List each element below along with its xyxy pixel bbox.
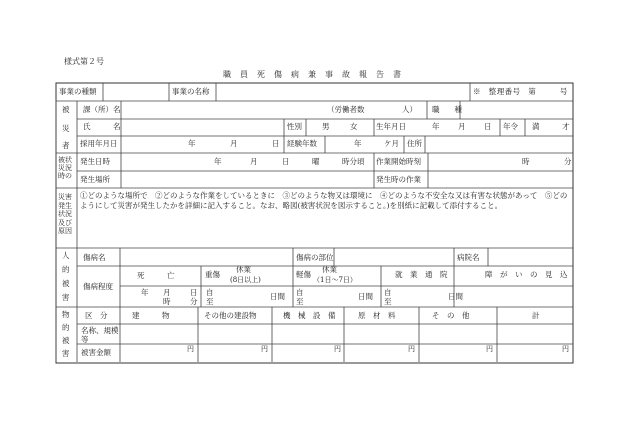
jiji-sagyou-field[interactable] [429,172,572,187]
seibetsu-label: 性別 [287,122,302,131]
saiyou-nen: 年 [188,139,196,148]
seinengappi-tsuki: 月 [458,122,466,131]
keiken-label: 経験年数 [287,139,317,148]
yen-kenbutsu: 円 [187,345,194,353]
juushou-kyuugyou: 休業 [236,265,251,274]
nenrei-label: 年令 [503,122,518,131]
kaishi-ji: 時 [522,157,530,166]
yen-kikai: 円 [334,345,341,353]
hassei-basho-label: 発生場所 [80,175,110,184]
keishou-itaru: 至 [296,297,304,306]
hassei-youbi: 曜 [312,157,320,166]
shibou-tsuki: 月 [163,288,171,297]
byouin-label: 病院名 [457,253,480,262]
shibou-nen: 年 [141,288,149,297]
yen-kei: 円 [562,345,569,353]
shuugyou-ji-from: 自 [384,288,392,297]
hisaisha-char-3: 者 [62,141,70,150]
hassei-tsuki: 月 [250,157,258,166]
shimei-field[interactable] [122,120,283,135]
shoubyou-meisho-label: 傷病名 [83,253,106,262]
shibou-ji: 時 [163,297,171,306]
keishou-label: 軽傷 [296,270,311,279]
juushou-nichikan: 日間 [270,292,285,301]
butteki-sonota-kenzou: その他の建設物 [204,311,257,320]
kaishi-fun: 分 [564,157,572,166]
roudousha-count: （労働者数 人） [327,105,417,114]
seinengappi-hi: 日 [484,122,492,131]
jiji-sagyou-label: 発生時の作業 [376,175,421,184]
nenrei-man: 満 [532,122,540,131]
shuugyou-nichikan: 日間 [448,292,463,301]
butteki-kei: 計 [532,311,540,320]
juushou-sub: (8日以上) [230,276,261,284]
shokushu-field[interactable] [461,102,572,118]
butteki-kenbutsu: 建 物 [132,311,170,320]
butteki-char-1: 物 [62,310,70,319]
hassei-jifunkoro: 時分頃 [342,157,365,166]
yen-sonota: 円 [486,345,493,353]
jigyou-meisho-label: 事業の名称 [172,87,210,96]
joukyou-instructions: ①どのような場所で ②どのような作業をしているときに ③どのような物又は環境に ④どのような不安全な又は有害な状態があって ⑤どのようにして災害が発生したかを詳細に記入すること。なお、略図(被害状況を図示すること。)を別紙に記載して添付すること。 [80,191,568,210]
seiri-bango-label: ※ 整理番号 第 号 [473,87,568,96]
saiyou-label: 採用年月日 [80,139,118,148]
nenrei-sai: 才 [562,122,570,131]
yen-sonota-kenzou: 円 [261,345,268,353]
saiyou-tsuki: 月 [230,139,238,148]
butteki-char-4: 害 [62,349,70,358]
shoubyou-bui-field[interactable] [335,249,453,265]
juushou-label: 重傷 [205,270,220,279]
seinengappi-label: 生年月日 [376,122,406,131]
hassei-nichiji-label: 発生日時 [80,157,110,166]
jusho-field[interactable] [426,137,572,152]
butteki-kingaku-label: 被害金額 [81,348,111,357]
shuugyou-label: 就 業 通 院 [395,270,448,279]
butteki-sonota: そ の 他 [432,311,470,320]
seinengappi-nen: 年 [432,122,440,131]
joukyou-section-label: 災害発生状況及び原因 [58,193,72,235]
hassei-basho-field[interactable] [122,172,373,187]
butteki-char-2: 的 [62,323,70,332]
butteki-genzairyou: 原 材 料 [358,311,396,320]
hisaisha-char-2: 災 [62,124,70,133]
butteki-char-3: 被 [62,336,70,345]
keishou-sub: （1日〜7日） [313,276,357,284]
jinteki-char-4: 害 [62,293,70,302]
keishou-nichikan: 日間 [358,292,373,301]
jigyou-shubetsu-field[interactable] [104,84,168,100]
shoubyou-meisho-field[interactable] [121,249,292,265]
shoubyou-teido-label: 傷病程度 [83,282,113,291]
hassei-hi: 日 [282,157,290,166]
shibou-label: 死 亡 [137,271,175,280]
jinteki-char-2: 的 [62,265,70,274]
shimei-label: 氏 名 [83,122,121,131]
gender-female[interactable]: 女 [350,122,358,131]
juushou-ji-from: 自 [206,288,214,297]
shuugyou-itaru: 至 [384,297,392,306]
keiken-nen: 年 [354,139,362,148]
page-title: 職 員 死 傷 病 兼 事 故 報 告 書 [223,70,402,79]
juushou-itaru: 至 [206,297,214,306]
keishou-ji-from: 自 [296,288,304,297]
yen-genzairyou: 円 [408,345,415,353]
jigyou-shubetsu-label: 事業の種類 [59,87,97,96]
jinteki-char-1: 人 [62,251,70,260]
saiyou-hi: 日 [272,139,280,148]
butteki-kubun: 区 分 [85,311,108,320]
byouin-field[interactable] [489,249,572,265]
jinteki-char-3: 被 [62,279,70,288]
shibou-fun: 分 [190,297,198,306]
shokushu-label: 職 種 [432,105,462,114]
sagyou-kaishi-label: 作業開始時刻 [376,157,421,166]
hassei-nen: 年 [214,157,222,166]
butteki-meishou-label: 名称、規模等 [81,326,119,344]
shougai-label: 障 が い の 見 込 [485,270,568,279]
hisaisha-char-1: 被 [62,105,70,114]
gender-male[interactable]: 男 [322,122,330,131]
jusho-label: 住所 [407,139,422,148]
ka-mei-field[interactable] [122,102,322,118]
shibou-hi: 日 [190,288,198,297]
shoubyou-bui-label: 傷病の部位 [296,253,334,262]
form-number: 様式第２号 [64,57,104,66]
keiken-kagetsu: ケ月 [384,139,399,148]
hassei-section-label: 被状災況時の [58,156,72,180]
butteki-kikai: 機 械 設 備 [283,311,336,320]
keishou-kyuugyou: 休業 [322,265,337,274]
ka-mei-label: 課（所）名 [83,105,121,114]
jigyou-meisho-field[interactable] [217,84,469,100]
